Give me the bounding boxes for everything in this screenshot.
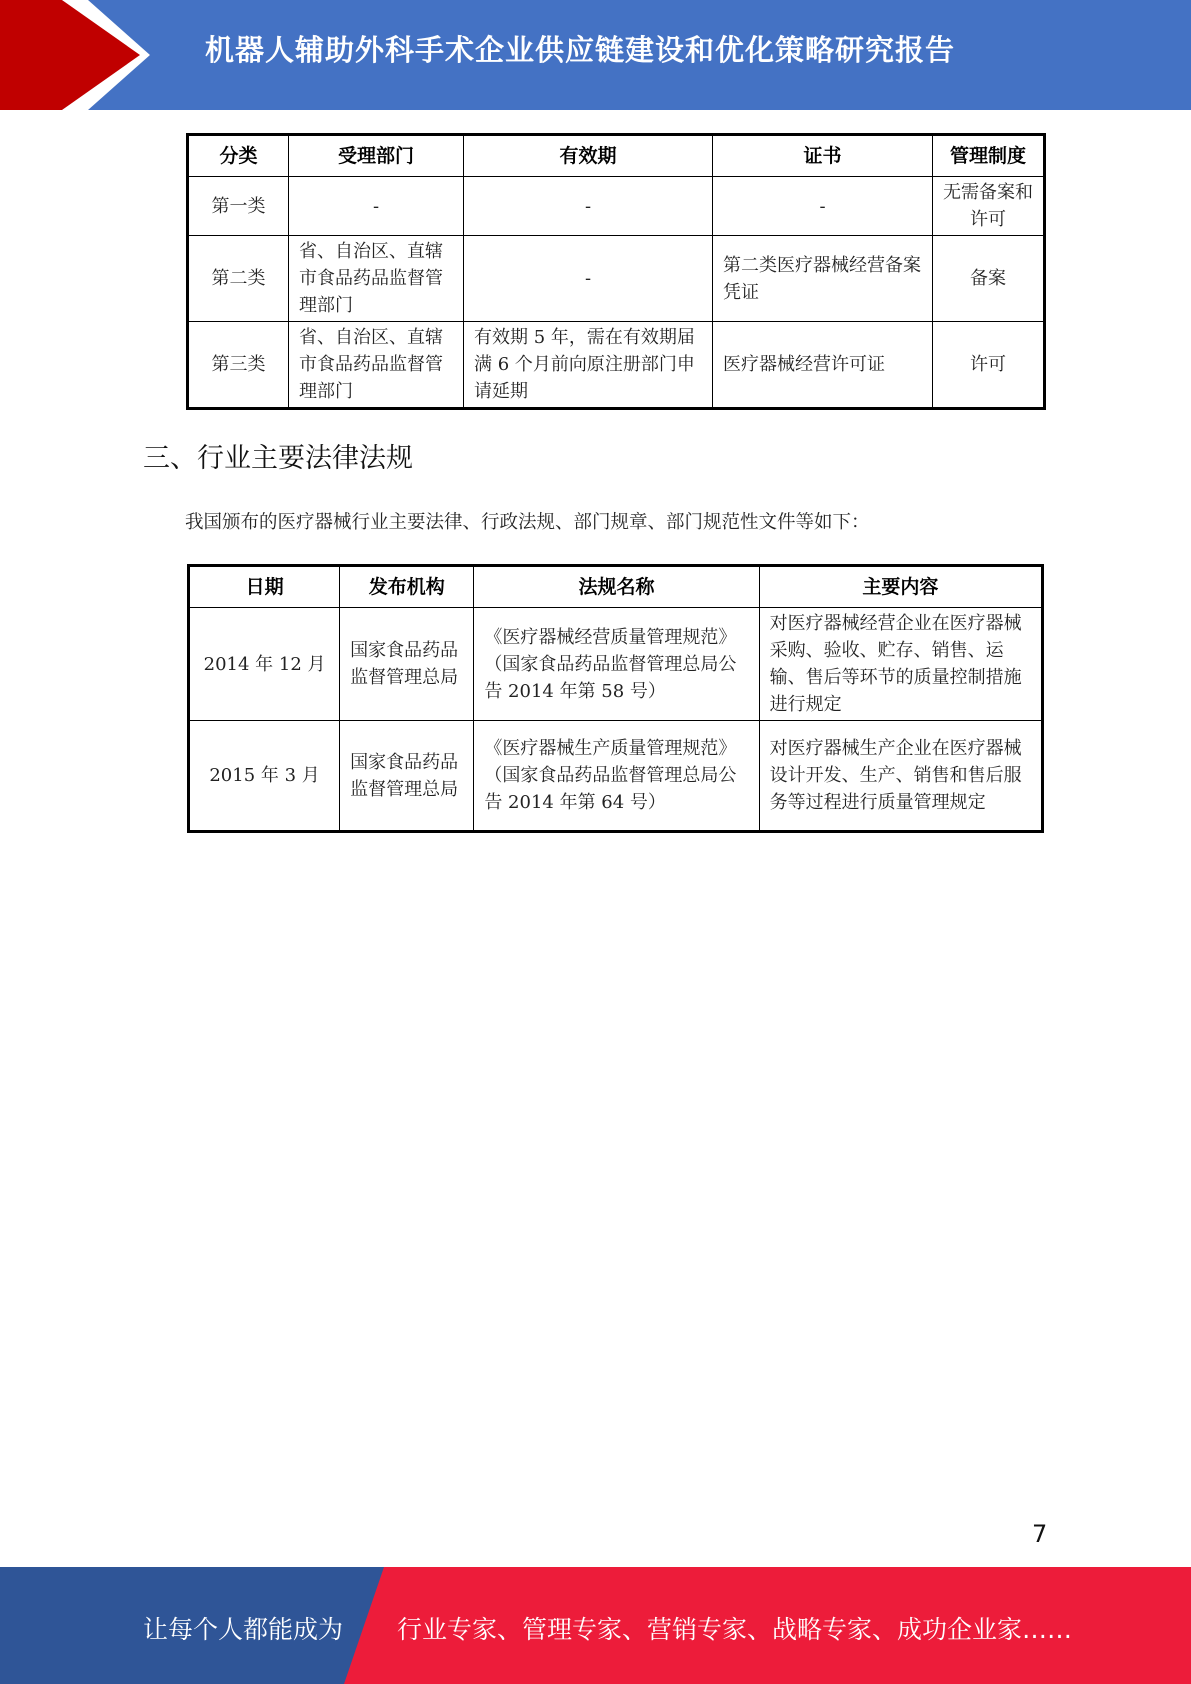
cell-department: 省、自治区、直辖市食品药品监督管理部门: [289, 322, 464, 409]
cell-certificate: 第二类医疗器械经营备案凭证: [713, 236, 933, 322]
cell-certificate: -: [713, 177, 933, 236]
cell-department: -: [289, 177, 464, 236]
col-header-category: 分类: [188, 135, 289, 177]
table-row: [188, 177, 1045, 236]
col-header-date: 日期: [189, 566, 340, 608]
cell-date: 2014 年 12 月: [189, 608, 340, 721]
cell-category: 第三类: [188, 322, 289, 409]
cell-regime: 无需备案和许可: [933, 177, 1045, 236]
col-header-regime: 管理制度: [933, 135, 1045, 177]
table-row: [189, 721, 1043, 832]
regulations-table: [187, 564, 1044, 833]
col-header-regulation-name: 法规名称: [474, 566, 759, 608]
report-title: 机器人辅助外科手术企业供应链建设和优化策略研究报告: [205, 33, 956, 67]
table-row: [188, 236, 1045, 322]
footer-slogan-right: 行业专家、管理专家、营销专家、战略专家、成功企业家……: [397, 1615, 1073, 1644]
report-footer: [0, 1567, 1191, 1684]
col-header-validity: 有效期: [464, 135, 713, 177]
cell-certificate: 医疗器械经营许可证: [713, 322, 933, 409]
cell-validity: 有效期 5 年，需在有效期届满 6 个月前向原注册部门申请延期: [464, 322, 713, 409]
table-header-row: [188, 135, 1045, 177]
cell-issuer: 国家食品药品监督管理总局: [340, 721, 474, 832]
cell-main-content: 对医疗器械生产企业在医疗器械设计开发、生产、销售和售后服务等过程进行质量管理规定: [759, 721, 1042, 832]
col-header-certificate: 证书: [713, 135, 933, 177]
cell-validity: -: [464, 236, 713, 322]
cell-validity: -: [464, 177, 713, 236]
footer-slogan-left: 让每个人都能成为: [143, 1615, 344, 1644]
report-header: [0, 0, 1191, 110]
header-red-chevron: [0, 0, 150, 110]
cell-main-content: 对医疗器械经营企业在医疗器械采购、验收、贮存、销售、运输、售后等环节的质量控制措施进行规定: [759, 608, 1042, 721]
cell-category: 第二类: [188, 236, 289, 322]
cell-category: 第一类: [188, 177, 289, 236]
table-row: [189, 608, 1043, 721]
cell-regulation-name: 《医疗器械经营质量管理规范》（国家食品药品监督管理总局公告 2014 年第 58 号）: [474, 608, 759, 721]
cell-issuer: 国家食品药品监督管理总局: [340, 608, 474, 721]
device-classification-table: [186, 133, 1046, 410]
cell-regulation-name: 《医疗器械生产质量管理规范》（国家食品药品监督管理总局公告 2014 年第 64 号）: [474, 721, 759, 832]
table-row: [188, 322, 1045, 409]
cell-date: 2015 年 3 月: [189, 721, 340, 832]
cell-department: 省、自治区、直辖市食品药品监督管理部门: [289, 236, 464, 322]
section-intro-text: 我国颁布的医疗器械行业主要法律、行政法规、部门规章、部门规范性文件等如下：: [185, 512, 870, 533]
table-header-row: [189, 566, 1043, 608]
col-header-main-content: 主要内容: [759, 566, 1042, 608]
page-number: 7: [1032, 1520, 1048, 1548]
cell-regime: 许可: [933, 322, 1045, 409]
section-heading: 三、行业主要法律法规: [143, 443, 413, 474]
col-header-department: 受理部门: [289, 135, 464, 177]
col-header-issuer: 发布机构: [340, 566, 474, 608]
cell-regime: 备案: [933, 236, 1045, 322]
